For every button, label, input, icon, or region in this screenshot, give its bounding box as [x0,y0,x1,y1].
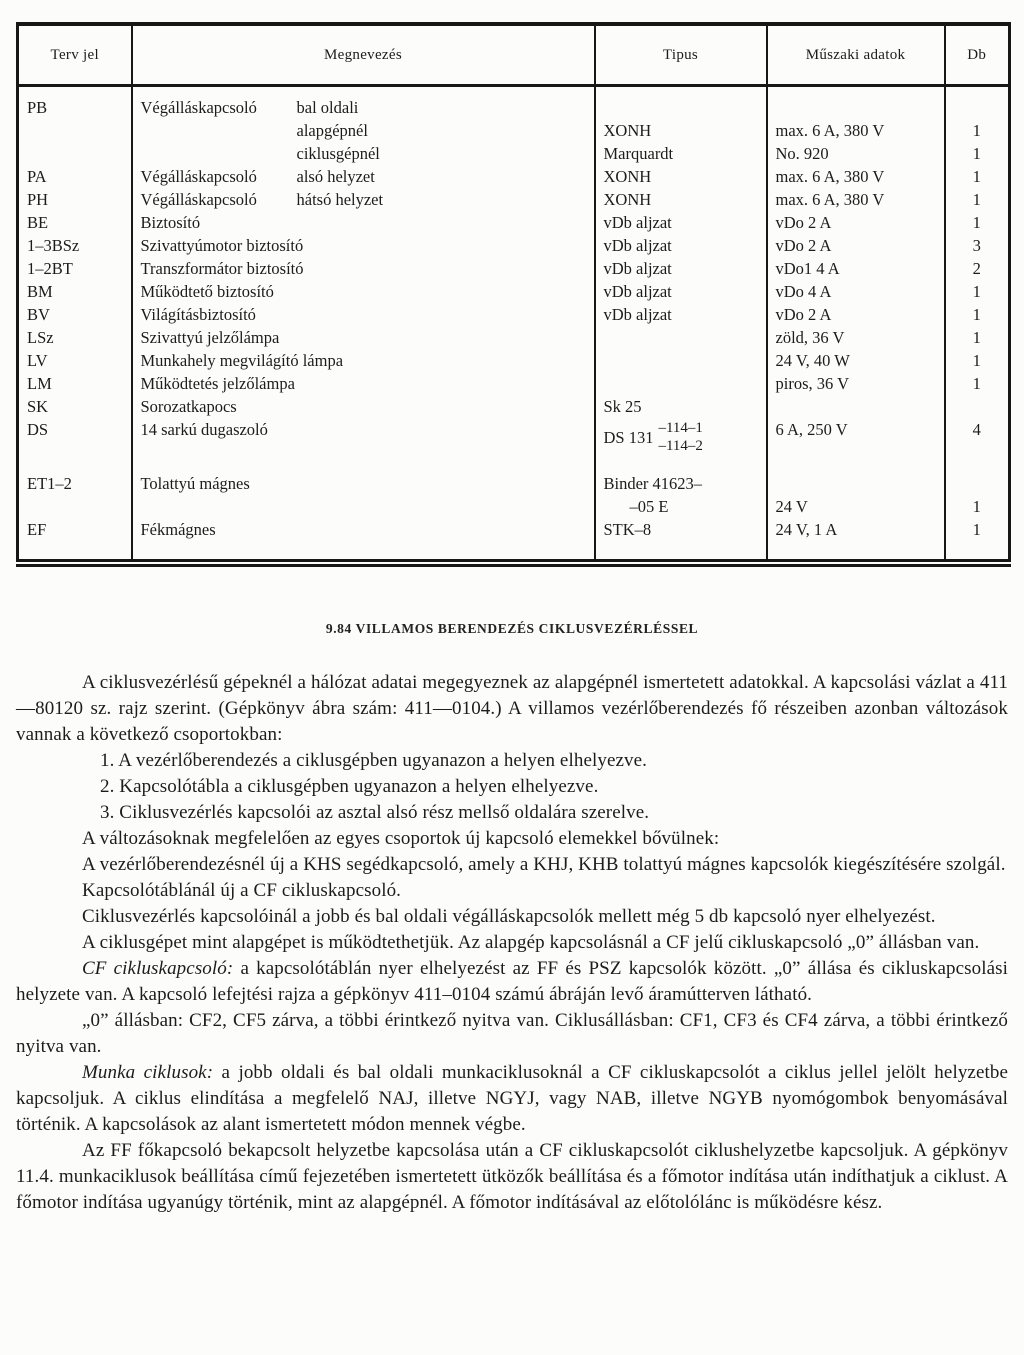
cell-megnevezes: Munkahely megvilágító lámpa [132,349,595,372]
cell-megnevezes [132,86,595,120]
list-item: 3. Ciklusvezérlés kapcsolói az asztal alsó rész mellső oldalára szerelve. [100,802,650,823]
cell-muszaki-adatok: 6 A, 250 V [767,418,945,455]
cell-megnevezes: Világításbiztosító [132,303,595,326]
cell-megnevezes: Biztosító [132,211,595,234]
cell-muszaki-adatok: vDo1 4 A [767,257,945,280]
cell-tipus: Sk 25 [595,395,767,418]
cell-megnevezes: Transzformátor biztosító [132,257,595,280]
cell-tipus: XONH [595,119,767,142]
cell-megnevezes: Fékmágnes [132,518,595,563]
cell-db: 1 [945,326,1010,349]
table-row [18,518,1010,563]
cell-muszaki-adatok: vDo 2 A [767,234,945,257]
table-body [18,86,1010,564]
paragraph: A ciklusgépet mint alapgépet is működtethetjük. Az alapgép kapcsolásnál a CF jelű cikluskapcsoló „0” állásban van. [82,932,980,953]
cell-megnevezes: Működtető biztosító [132,280,595,303]
tipus-variant: –114–1 [658,420,703,436]
megnevezes-part: Végálláskapcsoló [140,190,257,209]
cell-muszaki-adatok [767,455,945,495]
cell-terv-jel [18,119,132,142]
megnevezes-part: ciklusgépnél [296,144,380,163]
table-row [18,165,1010,188]
cell-terv-jel: DS [27,420,49,439]
megnevezes-part [141,119,297,142]
megnevezes-part: alsó helyzet [296,167,375,186]
cell-terv-jel: BE [27,213,49,232]
cell-db: 4 [945,418,1010,455]
cell-db [945,86,1010,120]
paragraph-text: a kapcsolótáblán nyer elhelyezést az FF és PSZ kapcsolók között. „0” állása és cikluskapcsolási helyzete van. A kapcsoló lefejtési rajza a gépkönyv 411–0104 számú ábráján levő áramútterven látható. [16,958,1009,1005]
cell-muszaki-adatok: vDo 2 A [767,303,945,326]
cell-muszaki-adatok: vDo 4 A [767,280,945,303]
paragraph: A ciklusvezérlésű gépeknél a hálózat adatai megegyeznek az alapgépnél ismertetett adatokkal. A kapcsolási vázlat a 411—80120 sz. rajz szerint. (Gépkönyv ábra szám: 411—0104.) A villamos vezérlőberendezés fő részeiben azonban változások vannak a következő csoportokban: [16,672,1008,745]
megnevezes-part: Végálláskapcsoló [140,167,257,186]
cell-terv-jel: PA [27,167,47,186]
cell-megnevezes: Szivattyú jelzőlámpa [132,326,595,349]
cell-megnevezes: 14 sarkú dugaszoló [132,418,595,455]
megnevezes-split [141,142,586,165]
megnevezes-split [141,119,586,142]
cell-tipus [595,372,767,395]
cell-terv-jel: BV [27,305,50,324]
cell-tipus: STK–8 [595,518,767,563]
megnevezes-split [141,165,586,188]
cell-terv-jel: PB [27,98,48,117]
cell-megnevezes: Tolattyú mágnes [132,455,595,495]
cell-db: 1 [945,188,1010,211]
cell-tipus [595,418,767,455]
column-header-tipus: Tipus [595,24,767,86]
tipus-variant: –114–2 [658,438,703,454]
table-row [18,188,1010,211]
cell-db: 1 [945,165,1010,188]
tipus-variant-stack [658,419,702,455]
cell-muszaki-adatok: piros, 36 V [767,372,945,395]
cell-muszaki-adatok: No. 920 [767,142,945,165]
cell-terv-jel: EF [27,520,47,539]
cell-db: 1 [945,303,1010,326]
tipus-label: DS 131 [603,427,654,447]
cell-db: 1 [945,495,1010,518]
cell-terv-jel: 1–2BT [27,259,73,278]
column-header-muszaki-adatok: Műszaki adatok [767,24,945,86]
cell-tipus: XONH [595,188,767,211]
paragraph [16,1060,1008,1138]
cell-db: 1 [945,280,1010,303]
cell-db: 1 [945,518,1010,563]
paragraph-text: a jobb oldali és bal oldali munkaciklusoknál a CF cikluskapcsolót a ciklus jellel jelölt helyzetbe kapcsoljuk. A ciklus elindítása a megfelelő NAJ, illetve NGYJ, vagy NAB, illetve NGYB nyomógombok benyomásával történik. A kapcsolások az alant ismertetett módon mennek végbe. [16,1062,1009,1135]
cell-tipus: Marquardt [595,142,767,165]
cell-muszaki-adatok: max. 6 A, 380 V [767,119,945,142]
cell-tipus: vDb aljzat [595,234,767,257]
cell-terv-jel: BM [27,282,53,301]
tipus-compound [604,419,758,455]
cell-muszaki-adatok: zöld, 36 V [767,326,945,349]
cell-terv-jel: LV [27,351,48,370]
paragraph: Az FF főkapcsoló bekapcsolt helyzetbe kapcsolása után a CF cikluskapcsolót ciklushelyzetbe kapcsoljuk. A gépkönyv 11.4. munkaciklusok beállítása című fejezetében ismertetett ütközők beállítása és a főmotor indítása után indíthatjuk a ciklust. A főmotor indítása ugyanúgy történik, mint az alapgépnél. A főmotor indításával az előtolólánc is működésre kész. [16,1140,1008,1213]
cell-terv-jel: PH [27,190,49,209]
table-row [18,418,1010,455]
cell-muszaki-adatok: vDo 2 A [767,211,945,234]
cell-terv-jel [18,142,132,165]
cell-megnevezes: Működtetés jelzőlámpa [132,372,595,395]
section-heading: 9.84 VILLAMOS BERENDEZÉS CIKLUSVEZÉRLÉSSEL [325,621,699,636]
cell-terv-jel [18,495,132,518]
cell-terv-jel: LM [27,374,52,393]
cell-db: 3 [945,234,1010,257]
cell-tipus: vDb aljzat [595,280,767,303]
cell-tipus [595,86,767,120]
table-header-row [18,24,1010,86]
paragraph: Ciklusvezérlés kapcsolóinál a jobb és bal oldali végálláskapcsolók mellett még 5 db kapcsoló nyer elhelyezést. [82,906,936,927]
cell-megnevezes [132,188,595,211]
cell-db: 1 [945,349,1010,372]
table-row [18,349,1010,372]
table-row [18,234,1010,257]
paragraph: A változásoknak megfelelően az egyes csoportok új kapcsoló elemekkel bővülnek: [82,828,720,849]
cell-tipus [595,326,767,349]
cell-terv-jel: ET1–2 [27,474,72,493]
cell-muszaki-adatok [767,86,945,120]
cell-megnevezes [132,142,595,165]
cell-tipus: vDb aljzat [595,303,767,326]
cell-muszaki-adatok: max. 6 A, 380 V [767,188,945,211]
table-row [18,326,1010,349]
table-header [18,24,1010,86]
table-row [18,211,1010,234]
cell-db [945,455,1010,495]
cell-tipus [595,349,767,372]
cell-db: 1 [945,372,1010,395]
table-row [18,372,1010,395]
cell-megnevezes: Szivattyúmotor biztosító [132,234,595,257]
megnevezes-split [141,96,586,119]
table-row [18,280,1010,303]
cell-megnevezes [132,165,595,188]
table-row [18,86,1010,120]
cell-megnevezes [132,119,595,142]
body-text [16,670,1008,1216]
cell-db: 1 [945,142,1010,165]
cell-muszaki-adatok: 24 V, 1 A [767,518,945,563]
cell-tipus: vDb aljzat [595,211,767,234]
table-row [18,119,1010,142]
paragraph-lead: CF cikluskapcsoló: [82,958,234,979]
cell-db: 2 [945,257,1010,280]
megnevezes-part: hátsó helyzet [296,190,384,209]
megnevezes-part [141,142,297,165]
megnevezes-part: alapgépnél [296,121,368,140]
table-row [18,455,1010,495]
column-header-db: Db [945,24,1010,86]
cell-db [945,395,1010,418]
cell-megnevezes [132,495,595,518]
list-item: 1. A vezérlőberendezés a ciklusgépben ugyanazon a helyen elhelyezve. [100,750,648,771]
cell-tipus: –05 E [595,495,767,518]
paragraph: Kapcsolótáblánál új a CF cikluskapcsoló. [82,880,402,901]
paragraph: „0” állásban: CF2, CF5 zárva, a többi érintkező nyitva van. Ciklusállásban: CF1, CF3 és CF4 zárva, a többi érintkező nyitva van. [16,1010,1008,1057]
paragraph [16,956,1008,1008]
table-row [18,257,1010,280]
cell-terv-jel: LSz [27,328,54,347]
paragraph-lead: Munka ciklusok: [82,1062,214,1083]
cell-db: 1 [945,119,1010,142]
column-header-terv-jel: Terv jel [18,24,132,86]
parts-table [16,22,1011,567]
cell-db: 1 [945,211,1010,234]
cell-muszaki-adatok: 24 V, 40 W [767,349,945,372]
megnevezes-split [141,188,586,211]
column-header-megnevezes: Megnevezés [132,24,595,86]
table-row [18,395,1010,418]
table-row [18,303,1010,326]
cell-muszaki-adatok [767,395,945,418]
cell-tipus: XONH [595,165,767,188]
cell-muszaki-adatok: 24 V [767,495,945,518]
cell-terv-jel: SK [27,397,49,416]
cell-tipus: vDb aljzat [595,257,767,280]
paragraph: A vezérlőberendezésnél új a KHS segédkapcsoló, amely a KHJ, KHB tolattyú mágnes kapcsolók kiegészítésére szolgál. [82,854,1006,875]
cell-muszaki-adatok: max. 6 A, 380 V [767,165,945,188]
table-row [18,142,1010,165]
megnevezes-part: bal oldali [296,98,359,117]
cell-terv-jel: 1–3BSz [27,236,80,255]
cell-tipus: Binder 41623– [595,455,767,495]
table-row [18,495,1010,518]
megnevezes-part: Végálláskapcsoló [140,98,257,117]
list-item: 2. Kapcsolótábla a ciklusgépben ugyanazon a helyen elhelyezve. [100,776,599,797]
cell-megnevezes: Sorozatkapocs [132,395,595,418]
